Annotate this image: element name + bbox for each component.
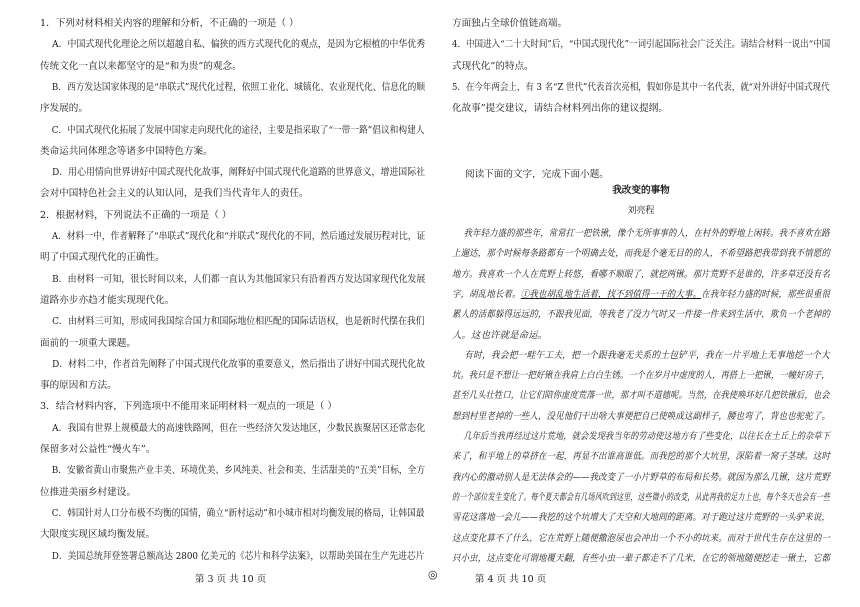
text-line: 人。这也许就是命运。 bbox=[452, 329, 548, 341]
text-line: 5．在今年两会上，有 3 名“Z 世代”代表首次亮相，假如你是其中一名代表，就“对外讲好中国式现代 bbox=[452, 81, 830, 93]
text-line: 只小虫，这点变化可谓地覆天翻，有些小虫一辈子都走不了几米，在它的领地随便挖走一锹土，它都 bbox=[452, 552, 831, 564]
text-line: B．由材料一可知，很长时间以来，人们都一直认为其他国家只有沿着西方发达国家现代化发展 bbox=[52, 273, 426, 285]
text-line: 面前的一项重大课题。 bbox=[40, 337, 136, 349]
text-line: 4．中国进入“二十大时间”后，“中国式现代化”一词引起国际社会广泛关注。请结合材料一说出“中国 bbox=[452, 39, 831, 51]
binding-mark-icon: ◎ bbox=[428, 568, 438, 581]
text-line: 化故事”提交建议，请结合材料列出你的建议提纲。 bbox=[452, 103, 668, 115]
text-line: 甚至几头壮牲口，让它们陪你虚度荒落一世，那才叫不道德呢。当然，在我使唤坏好几把铁锹后，也会 bbox=[452, 390, 830, 402]
text-line: 传统文化一直以来都坚守的是“和为贵”的观念。 bbox=[40, 60, 242, 72]
text-line: 的一个部位发生变化了。每个夏天都会有几场风吹到这里，这些微小的改变，从此再我的足力上也，每个冬天也会有一些 bbox=[452, 491, 831, 503]
text-line: A．材料一中，作者解释了“串联式”现代化和“并联式”现代化的不同，然后通过发展历程对比，证 bbox=[51, 231, 426, 242]
text-line: D．材料二中，作者首先阐释了中国式现代化故事的重要意义，然后指出了讲好中国式现代化故 bbox=[52, 358, 426, 370]
text-line: 3．结合材料内容，下列选项中不能用来证明材料一观点的一项是（ ） bbox=[40, 401, 337, 413]
text-line: 阅读下面的文字，完成下面小题。 bbox=[465, 168, 609, 180]
text-line: A．中国式现代化理论之所以超越自私、偏狭的西方式现代化的观点，是因为它根植的中华优秀 bbox=[52, 39, 426, 51]
text-line: B．安徽省黄山市聚焦产业丰美、环境优美、乡风纯美、社会和美、生活甜美的“五美”目标，全方 bbox=[51, 465, 426, 477]
text-line: 序发展的。 bbox=[40, 103, 88, 115]
text-line: C．中国式现代化拓展了发展中国家走向现代化的途径，主要是指采取了“一带一路”倡议和构建人 bbox=[51, 124, 425, 136]
text-segment: 字，胡乱地长着。 bbox=[452, 288, 521, 300]
text-line: 1．下列对材料相关内容的理解和分析，不正确的一项是（ ） bbox=[40, 18, 299, 29]
text-line: 2．根据材料，下列说法不正确的一项是（ ） bbox=[40, 209, 232, 221]
text-line: 我内心的激动别人是无法体会的——我改变了一小片野草的布局和长势。就因为那么几锹，这片荒野 bbox=[452, 471, 831, 483]
text-line: 类命运共同体理念等诸多中国特色方案。 bbox=[40, 145, 213, 157]
text-line: 事的原因和方法。 bbox=[40, 380, 117, 392]
text-line: D．用心用情向世界讲好中国式现代化故事，阐释好中国式现代化道路的世界意义，增进国际社 bbox=[52, 167, 426, 179]
underlined-sentence: ①我也胡乱地生活着，找不到值得一干的大事。 bbox=[520, 288, 702, 300]
text-line: 保留多对公益性“慢火车”。 bbox=[40, 444, 156, 455]
story-author: 刘亮程 bbox=[627, 206, 655, 216]
text-line: 会对中国特色社会主义的认知认同，是我们当代青年人的责任。 bbox=[40, 188, 309, 200]
text-segment: 在我年轻力盛的时候，那些很重很 bbox=[701, 288, 831, 300]
text-line: 累人的活都躲得远远的，不跟我见面，等我老了没力气时又一件接一件来到生活中，欺负一个老掉的 bbox=[452, 309, 831, 321]
text-line: 地方。我喜欢一个人在荒野上转悠，看哪不顺眼了，就挖两锹。那片荒野不是谁的，许多草还没有名 bbox=[452, 268, 831, 280]
text-line: C．韩国针对人口分布极不均衡的国情，确立“新村运动”和小城市相对均衡发展的格局，让韩国最 bbox=[51, 507, 425, 519]
text-line: 方面独占全球价值链高端。 bbox=[452, 18, 568, 29]
text-line bbox=[452, 285, 830, 305]
text-line: 我年轻力盛的那些年，常常扛一把铁锹，像个无所事事的人，在村外的野地上闲转。我不喜欢在路 bbox=[463, 228, 830, 239]
text-line: 来了，和平地上的草挤在一起，再显不出谁高谁低。而我挖的那个大坑里，深陷着一窝子茎球。这时 bbox=[452, 451, 831, 463]
text-line: 上遛达，那个时候每条路都有一个明确去处，而我是个毫无目的的人，不希望路把我带到我不情愿的 bbox=[452, 248, 831, 260]
page-number-right: 第 4 页 共 10 页 bbox=[475, 574, 547, 585]
text-line: 几年后当我再经过这片荒地，就会发现我当年的劳动使这地方有了些变化，以往长在土丘上的杂草下 bbox=[463, 431, 831, 442]
page-number-left: 第 3 页 共 10 页 bbox=[195, 574, 267, 585]
text-line: 坑。我只是不想让一把好锹在我肩上白白生锈。一个在岁月中虚度的人，再搭上一把锹，一幢好房子， bbox=[452, 370, 830, 382]
text-line: A．我国有世界上规模最大的高速铁路网，但在一些经济欠发达地区，少数民族聚居区还常态化 bbox=[52, 422, 426, 434]
text-line: 大限度实现区域均衡发展。 bbox=[40, 529, 156, 541]
text-line: 位推进美丽乡村建设。 bbox=[40, 486, 136, 498]
text-line: D．美国总统拜登签署总额高达 2800 亿美元的《芯片和科学法案》，以帮助美国在生产先进芯片 bbox=[51, 550, 425, 562]
text-line: B．西方发达国家体现的是“串联式”现代化过程，依照工业化、城镇化、农业现代化、信息化的顺 bbox=[51, 81, 426, 93]
text-line: 明了中国式现代化的正确性。 bbox=[40, 252, 165, 264]
story-title: 我改变的事物 bbox=[612, 185, 670, 196]
text-line: 这点变化算不了什么，它在荒野上随便撒泡尿也会冲出一个不小的坑来。而对于世代生存在这里的一 bbox=[452, 532, 831, 544]
text-line: 式现代化”的特点。 bbox=[452, 60, 534, 72]
text-line: C．由材料三可知，形成同我国综合国力和国际地位相匹配的国际话语权，也是新时代摆在我们 bbox=[52, 316, 425, 328]
text-line: 想到村里老掉的一些人，没见他们干出啥大事便把自已使唤成这副样子，腰也弯了，背也也驼驼了。 bbox=[452, 410, 831, 422]
text-line: 道路亦步亦趋才能实现现代化。 bbox=[40, 294, 175, 306]
text-line: 雪花这落地一会儿——我挖的这个坑增大了天空和大地间的距离。对于跑过这片荒野的一头驴来说， bbox=[452, 512, 831, 524]
text-line: 有时，我会把一畦午工夫，把一个跟我毫无关系的土包铲平，我在一片平地上无事地挖一个大 bbox=[464, 349, 830, 361]
